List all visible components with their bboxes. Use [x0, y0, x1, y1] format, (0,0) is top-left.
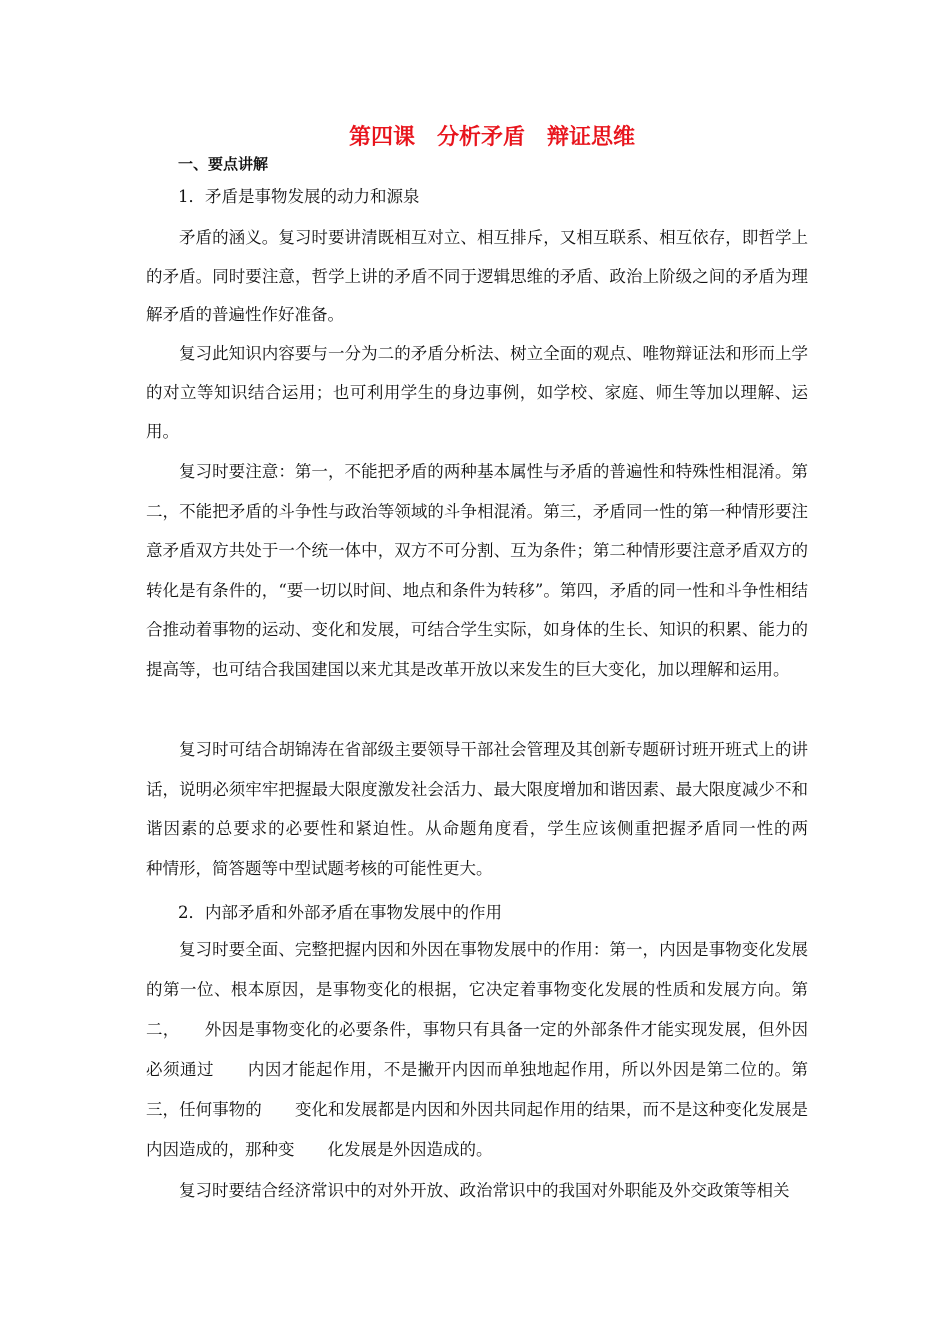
paragraph-1: 矛盾的涵义。复习时要讲清既相互对立、相互排斥，又相互联系、相互依存，即哲学上的矛盾。同时要注意，哲学上讲的矛盾不同于逻辑思维的矛盾、政治上阶级之间的矛盾为理解矛盾的普遍性作好准备。: [146, 228, 808, 324]
paragraph-2: 复习此知识内容要与一分为二的矛盾分析法、树立全面的观点、唯物辩证法和形而上学的对立等知识结合运用；也可利用学生的身边事例，如学校、家庭、师生等加以理解、运用。: [146, 344, 808, 441]
document-title: 第四课 分析矛盾 辩证思维: [348, 124, 635, 150]
paragraph-5: 复习时要全面、完整把握内因和外因在事物发展中的作用：第一，内因是事物变化发展 的第一位、根本原因，是事物变化的根据，它决定着事物变化发展的性质和发展方向。第二， 外因是事物变化的必要条件，事物只有具备一定的外部条件才能实现发展，但外因必须通过 内因才能起作用，不是撇开内因而单独地起作用，所以外因是第二位的。第三，任何事物的 变化和发展都是内因和外因共同起作用的结果，而不是这种变化发展是内因造成的，那种变 化发展是外因造成的。: [146, 940, 841, 1159]
paragraph-3: 复习时要注意：第一，不能把矛盾的两种基本属性与矛盾的普遍性和特殊性相混淆。第二，不能把矛盾的斗争性与政治等领域的斗争相混淆。第三，矛盾同一性的第一种情形要注意矛盾双方共处于一个统一体中，双方不可分割、互为条件；第二种情形要注意矛盾双方的转化是有条件的，“要一切以时间、地点和条件为转移”。第四，矛盾的同一性和斗争性相结合推动着事物的运动、变化和发展，可结合学生实际，如身体的生长、知识的积累、能力的提高等，也可结合我国建国以来尤其是改革开放以来发生的巨大变化，加以理解和运用。: [146, 462, 808, 679]
paragraph-4: 复习时可结合胡锦涛在省部级主要领导干部社会管理及其创新专题研讨班开班式上的讲话，说明必须牢牢把握最大限度激发社会活力、最大限度增加和谐因素、最大限度减少不和谐因素的总要求的必要性和紧迫性。从命题角度看，学生应该侧重把握矛盾同一性的两 种情形，简答题等中型试题考核的可能性更大。: [146, 740, 841, 878]
item-heading-2: 2．内部矛盾和外部矛盾在事物发展中的作用: [178, 903, 502, 922]
item-heading-1: 1．矛盾是事物发展的动力和源泉: [178, 187, 420, 206]
section-heading: 一、要点讲解: [178, 155, 269, 173]
paragraph-6: 复习时要结合经济常识中的对外开放、政治常识中的我国对外职能及外交政策等相关: [179, 1181, 790, 1200]
